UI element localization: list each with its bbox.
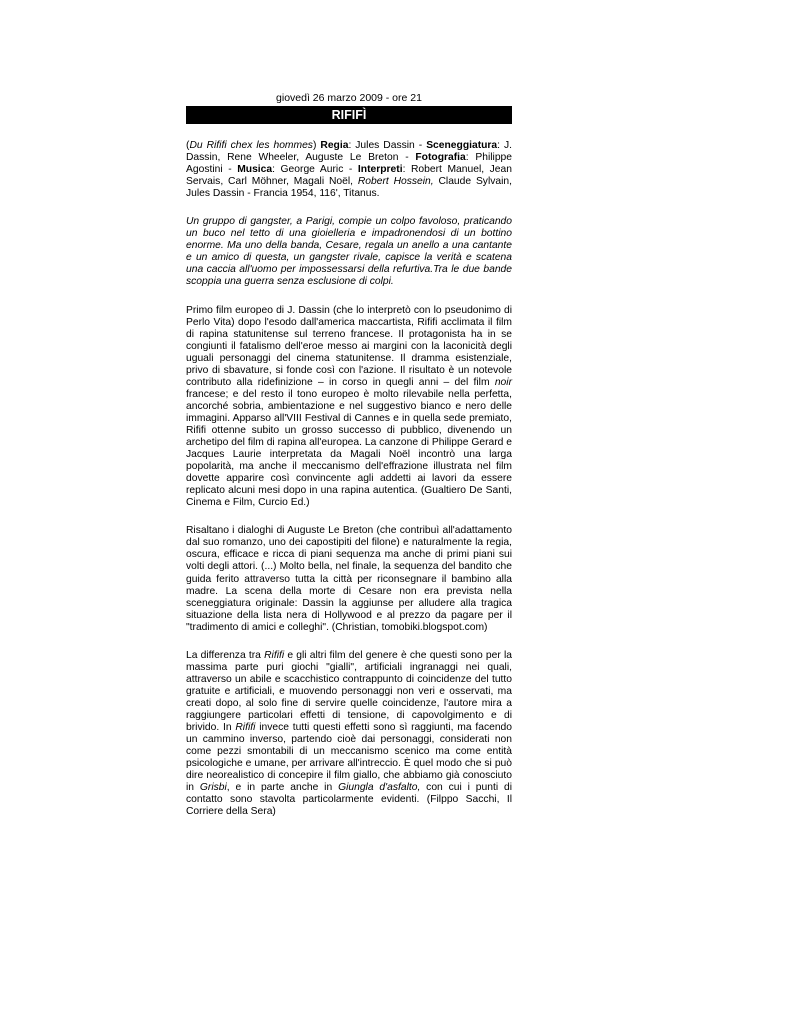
musica-value: : George Auric - xyxy=(272,164,358,176)
review-paragraph-3 xyxy=(186,650,512,819)
regia-label: Regia xyxy=(320,140,349,151)
document-page xyxy=(186,92,512,818)
review-1-text-end: francese; e del resto il tono europeo è molto rilevabile nella perfetta, ancorché sobria, ambientazione e nel suggestivo bianco e nero delle immagini. Apparso all'VIII Festival di Cannes e in quella sede premiato, Rififi ottenne subito un grosso successo di pubblico, divenendo un archetipo del film di rapina all'europea. La canzone di Philippe Gerard e Jacques Laurie interpretata da Magali Noël incontrò una larga popolarità, ma anche il meccanismo dell'effrazione illustrata nel film dovette apparire così convincente agli addetti ai lavori da essere replicato alcuni mesi dopo in una rapina autentica. (Gualtiero De Santi, Cinema e Film, Curcio Ed.) xyxy=(186,388,512,509)
fotografia-label: Fotografia xyxy=(415,152,466,164)
original-title: Du Rififi chex les hommes xyxy=(189,140,313,151)
synopsis-paragraph: Un gruppo di gangster, a Parigi, compie un colpo favoloso, praticando un buco nel tetto di una gioielleria e impadronendosi di un bottino enorme. Ma uno della banda, Cesare, regala un anello a una cantante e un amico di questa, un gangster rivale, capisce la verità e scatena una caccia all'uomo per impossessarsi della refurtiva.Tra le due bande scoppia una guerra senza esclusione di colpi. xyxy=(186,216,512,288)
grisbi-italic: Grisbi xyxy=(199,782,227,794)
noir-italic: noir xyxy=(494,376,512,388)
interpreti-italic-name: Robert Hossein, xyxy=(357,176,434,188)
giungla-italic: Giungla d'asfalto, xyxy=(338,782,421,794)
regia-value: : Jules Dassin - xyxy=(348,140,427,151)
review-3-text-d: , e in parte anche in xyxy=(226,782,339,794)
review-1-text: Primo film europeo di J. Dassin (che lo interpretò con lo pseudonimo di Perlo Vita) dopo l'esodo dall'america maccartista, Rififi acclimata il film di rapina statunitense sul terreno francese. Il protagonista ha in se congiunti il fatalismo dell'eroe messo ai margini con la laconicità degli uguali personaggi del cinema statunitense. Il dramma esistenziale, privo di sbavature, si fonde così con l'azione. Il risultato è un notevole contributo alla ridefinizione – in corso in quegli anni – del film xyxy=(186,304,512,388)
film-title: RIFIFÌ xyxy=(186,106,512,124)
review-paragraph-2: Risaltano i dialoghi di Auguste Le Breton (che contribuì all'adattamento dal suo romanzo, uno dei capostipiti del filone) e naturalmente la regia, oscura, efficace e ricca di piani sequenza ma anche di primi piani sui volti degli attori. (...) Molto bella, nel finale, la sequenza del bandito che guida ferito attraverso tutta la città per riconsegnare il bambino alla madre. La scena della morte di Cesare non era prevista nella sceneggiatura originale: Dassin la aggiunse per alludere alla tragica situazione della lista nera di Hollywood e al prezzo da pagare per il "tradimento di amici e colleghi". (Christian, tomobiki.blogspot.com) xyxy=(186,525,512,633)
rififi-italic-1: Rififi xyxy=(264,649,285,661)
credits-paragraph: (Du Rififi chex les hommes) Regia: Jules Dassin - Sceneggiatura: J. Dassin, Rene Wheeler, Auguste Le Breton - Fotografia: Philippe Agostini - Musica: George Auric - Interpreti: Robert Manuel, Jean Servais, Carl Möhner, Magali Noël, Robert Hossein, Claude Sylvain, Jules Dassin - Francia 1954, 116', Titanus. xyxy=(186,140,513,200)
musica-label: Musica xyxy=(237,164,273,176)
interpreti-label: Interpreti xyxy=(357,164,403,176)
review-3-text-b: e gli altri film del genere è che questi sono per la massima parte puri giochi "gialli", artificiali ingranaggi nei quali, attraverso un abile e scacchistico contrappunto di coincidenze del tutto gratuite e artificiali, e muovendo personaggi non veri e osservati, ma creati dopo, al solo fine di servire quelle coincidenze, l'autore mira a raggiungere particolari effetti di tensione, di capovolgimento e di brivido. In xyxy=(186,649,512,734)
fotografia-value: : Philippe Agostini - xyxy=(186,152,512,176)
interpreti-value-end: Claude Sylvain, Jules Dassin - Francia 1954, 116', Titanus. xyxy=(186,176,512,200)
sceneggiatura-value: : J. Dassin, Rene Wheeler, Auguste Le Breton - xyxy=(186,140,513,164)
interpreti-value: : Robert Manuel, Jean Servais, Carl Möhner, Magali Noël, xyxy=(186,164,512,188)
review-3-text-c: invece tutti questi effetti sono sì raggiunti, ma facendo un cammino inverso, partendo cioè dai personaggi, considerati non come pezzi smontabili di un meccanismo scenico ma come entità psicologiche e umane, per arrivare all'intreccio. È quel modo che si può dire neorealistico di concepire il film giallo, che abbiamo già conosciuto in xyxy=(186,722,512,794)
sceneggiatura-label: Sceneggiatura xyxy=(426,140,498,151)
review-3-text-a: La differenza tra xyxy=(186,649,265,661)
review-3-text-e: con cui i punti di contatto sono stavolta particolarmente evidenti. (Filppo Sacchi, Il Corriere della Sera) xyxy=(186,782,512,818)
rififi-italic-2: Rififi xyxy=(235,722,256,734)
review-paragraph-1 xyxy=(186,305,512,510)
screening-date: giovedì 26 marzo 2009 - ore 21 xyxy=(276,92,422,104)
